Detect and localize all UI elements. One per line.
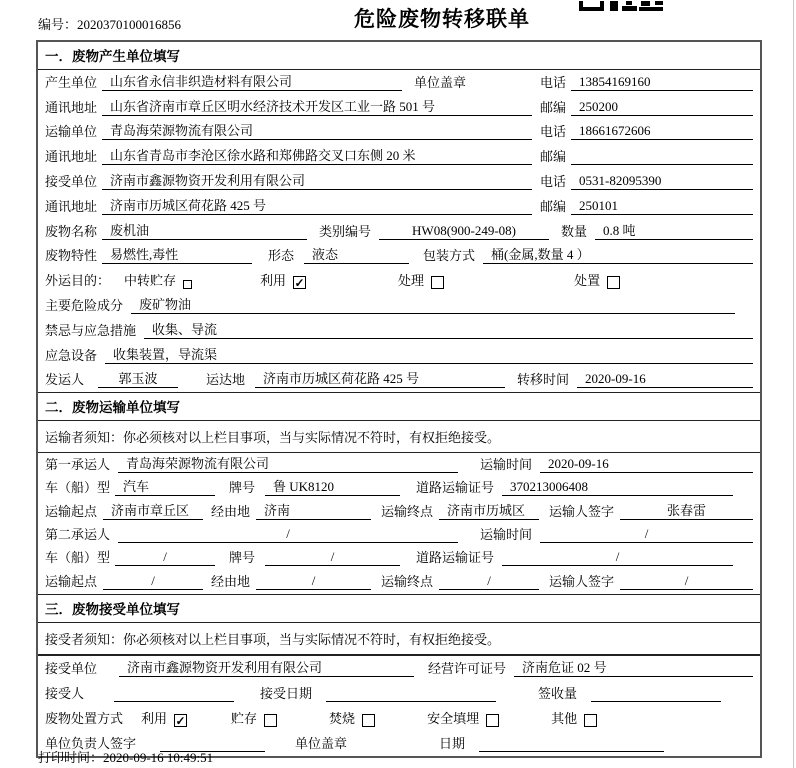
accept-date-value bbox=[326, 685, 496, 702]
carrier1-value: 青岛海荣源物流有限公司 bbox=[118, 455, 458, 473]
hazard-value: 废矿物油 bbox=[131, 296, 735, 314]
start1-label: 运输起点 bbox=[45, 503, 98, 519]
vehicle1-row bbox=[38, 477, 760, 500]
road2-value: / bbox=[502, 548, 733, 566]
receiver-value: 济南市鑫源物资开发利用有限公司 bbox=[102, 172, 532, 190]
category-value: HW08(900-249-08) bbox=[379, 222, 549, 240]
zip2-label: 邮编 bbox=[539, 149, 566, 165]
phone3-value: 0531-82095390 bbox=[571, 172, 753, 190]
doc-number-label: 编号： bbox=[38, 17, 78, 32]
producer-address-row bbox=[38, 95, 760, 120]
via2-label: 经由地 bbox=[211, 573, 251, 589]
page-title: 危险废物转移联单 bbox=[354, 7, 530, 31]
transporter-row bbox=[38, 120, 760, 145]
accept-date-label: 接受日期 bbox=[260, 685, 313, 701]
permit-value: 济南危证 02 号 bbox=[514, 659, 753, 677]
time1-label: 运输时间 bbox=[480, 456, 533, 472]
shipper-label: 发运人 bbox=[45, 372, 85, 388]
packing-value: 桶(金属,数量 4 ） bbox=[483, 246, 753, 264]
section3-body bbox=[38, 656, 760, 756]
transporter-label: 运输单位 bbox=[45, 124, 98, 140]
road1-value: 370213006408 bbox=[502, 478, 733, 496]
receiver-address-row bbox=[38, 194, 760, 219]
purpose-storage-checkbox[interactable] bbox=[183, 280, 192, 289]
via1-label: 经由地 bbox=[211, 503, 251, 519]
carrier2-value: / bbox=[118, 525, 458, 543]
print-time-value: 2020-09-16 10:49:51 bbox=[103, 750, 214, 765]
acceptor-row bbox=[38, 681, 760, 706]
via2-value: / bbox=[256, 572, 371, 590]
print-time-label: 打印时间： bbox=[38, 750, 104, 765]
purpose-option-use-label: 利用 bbox=[260, 273, 287, 289]
disposal-label: 废物处置方式 bbox=[45, 710, 124, 726]
start2-label: 运输起点 bbox=[45, 573, 98, 589]
road2-label: 道路运输证号 bbox=[416, 550, 495, 566]
disposal-row bbox=[38, 706, 760, 731]
qty-label: 数量 bbox=[561, 223, 588, 239]
permit-label: 经营许可证号 bbox=[428, 660, 507, 676]
plate2-value: / bbox=[265, 548, 400, 566]
plate1-label: 牌号 bbox=[229, 480, 256, 496]
transporter-notice: 运输者须知：你必须核对以上栏目事项，当与实际情况不符时，有权拒绝接受。 bbox=[38, 421, 760, 453]
accept-unit-label: 接受单位 bbox=[45, 660, 98, 676]
plate2-label: 牌号 bbox=[229, 550, 256, 566]
doc-number-value: 2020370100016856 bbox=[77, 17, 182, 32]
vehicle2-value: / bbox=[115, 548, 215, 566]
end1-value: 济南市历城区 bbox=[439, 502, 539, 520]
phone2-label: 电话 bbox=[539, 124, 566, 140]
category-label: 类别编号 bbox=[319, 223, 372, 239]
packing-label: 包装方式 bbox=[423, 248, 476, 264]
disposal-use-checkbox[interactable]: ✓ bbox=[175, 713, 186, 728]
zip1-value: 250200 bbox=[571, 98, 753, 116]
window-right-edge bbox=[793, 0, 794, 768]
equipment-label: 应急设备 bbox=[45, 347, 98, 363]
time2-value: / bbox=[540, 525, 753, 543]
equipment-value: 收集装置，导流渠 bbox=[105, 346, 753, 364]
shipper-row bbox=[38, 368, 760, 393]
qr-code-fragment bbox=[579, 0, 667, 11]
end2-value: / bbox=[439, 572, 539, 590]
carrier2-row bbox=[38, 524, 760, 547]
producer-value: 山东省永信非织造材料有限公司 bbox=[102, 73, 402, 91]
carrier2-label: 第二承运人 bbox=[45, 526, 111, 542]
address1-value: 山东省济南市章丘区明水经济技术开发区工业一路 501 号 bbox=[102, 98, 532, 116]
transfer-time-label: 转移时间 bbox=[517, 372, 570, 388]
receiver-notice: 接受者须知：你必须核对以上栏目事项，当与实际情况不符时，有权拒绝接受。 bbox=[38, 623, 760, 656]
address2-value: 山东省青岛市李沧区徐水路和郑佛路交叉口东侧 20 米 bbox=[102, 147, 532, 165]
taboo-value: 收集、导流 bbox=[144, 321, 753, 339]
time1-value: 2020-09-16 bbox=[540, 455, 753, 473]
purpose-option-storage-label: 中转贮存 bbox=[124, 273, 177, 289]
zip1-label: 邮编 bbox=[539, 99, 566, 115]
sign-date-value bbox=[479, 735, 664, 752]
manifest-form bbox=[36, 40, 762, 758]
waste-name-value: 废机油 bbox=[102, 222, 307, 240]
taboo-label: 禁忌与应急措施 bbox=[45, 322, 137, 338]
transfer-time-value: 2020-09-16 bbox=[577, 370, 753, 388]
purpose-use-checkbox[interactable]: ✓ bbox=[294, 276, 305, 291]
address3-label: 通讯地址 bbox=[45, 198, 98, 214]
time2-label: 运输时间 bbox=[480, 526, 533, 542]
disposal-use-label: 利用 bbox=[141, 710, 168, 726]
route2-row bbox=[38, 570, 760, 593]
phone3-label: 电话 bbox=[539, 173, 566, 189]
section1-body bbox=[38, 70, 760, 392]
phone2-value: 18661672606 bbox=[571, 122, 753, 140]
disposal-store-label: 贮存 bbox=[231, 710, 258, 726]
purpose-row bbox=[38, 268, 760, 293]
producer-label: 产生单位 bbox=[45, 74, 98, 90]
producer-row bbox=[38, 70, 760, 95]
carrier1-row bbox=[38, 453, 760, 476]
vehicle2-row bbox=[38, 547, 760, 570]
section2-header: 二．废物运输单位填写 bbox=[38, 392, 760, 421]
via1-value: 济南 bbox=[256, 502, 371, 520]
disposal-landfill-checkbox[interactable] bbox=[486, 714, 499, 727]
shipper-value: 郭玉波 bbox=[98, 370, 178, 388]
qty-value: 0.8 吨 bbox=[595, 222, 753, 240]
end2-label: 运输终点 bbox=[381, 573, 434, 589]
sig2-value: / bbox=[620, 572, 753, 590]
form-value: 液态 bbox=[304, 246, 409, 264]
sig2-label: 运输人签字 bbox=[549, 573, 615, 589]
disposal-other-label: 其他 bbox=[551, 710, 578, 726]
responsible-sign-label: 单位负责人签字 bbox=[45, 735, 137, 751]
waste-name-label: 废物名称 bbox=[45, 223, 98, 239]
form-label: 形态 bbox=[268, 248, 295, 264]
print-time bbox=[38, 747, 213, 766]
hazard-row bbox=[38, 293, 760, 318]
purpose-label: 外运目的： bbox=[45, 273, 111, 289]
address1-label: 通讯地址 bbox=[45, 99, 98, 115]
sign-qty-label: 签收量 bbox=[538, 685, 578, 701]
purpose-option-dispose-label: 处置 bbox=[574, 273, 601, 289]
transporter-value: 青岛海荣源物流有限公司 bbox=[102, 122, 532, 140]
transporter-address-row bbox=[38, 144, 760, 169]
sig1-label: 运输人签字 bbox=[549, 503, 615, 519]
zip3-value: 250101 bbox=[571, 197, 753, 215]
start1-value: 济南市章丘区 bbox=[103, 502, 203, 520]
seal-label: 单位盖章 bbox=[414, 74, 467, 90]
section2-body bbox=[38, 453, 760, 593]
receiver-label: 接受单位 bbox=[45, 173, 98, 189]
disposal-burn-checkbox[interactable] bbox=[362, 714, 375, 727]
section3-header: 三．废物接受单位填写 bbox=[38, 594, 760, 623]
address3-value: 济南市历城区荷花路 425 号 bbox=[102, 197, 532, 215]
acceptor-label: 接受人 bbox=[45, 685, 85, 701]
address2-label: 通讯地址 bbox=[45, 149, 98, 165]
destination-label: 运达地 bbox=[206, 372, 246, 388]
character-label: 废物特性 bbox=[45, 248, 98, 264]
purpose-treat-checkbox[interactable] bbox=[431, 276, 444, 289]
road1-label: 道路运输证号 bbox=[416, 480, 495, 496]
equipment-row bbox=[38, 343, 760, 368]
sign-qty-value bbox=[591, 685, 721, 702]
disposal-landfill-label: 安全填埋 bbox=[427, 710, 480, 726]
accept-unit-row bbox=[38, 656, 760, 681]
character-value: 易燃性,毒性 bbox=[102, 246, 252, 264]
phone1-value: 13854169160 bbox=[571, 73, 753, 91]
zip2-value bbox=[571, 148, 753, 165]
unit-seal-label: 单位盖章 bbox=[295, 735, 348, 751]
phone1-label: 电话 bbox=[539, 74, 566, 90]
end1-label: 运输终点 bbox=[381, 503, 434, 519]
vehicle2-label: 车（船）型 bbox=[45, 550, 111, 566]
document-header bbox=[0, 0, 796, 40]
acceptor-value bbox=[114, 685, 234, 702]
start2-value: / bbox=[103, 572, 203, 590]
sign-date-label: 日期 bbox=[439, 735, 466, 751]
taboo-row bbox=[38, 318, 760, 343]
sig1-value: 张春雷 bbox=[620, 502, 753, 520]
vehicle1-label: 车（船）型 bbox=[45, 480, 111, 496]
section1-header: 一．废物产生单位填写 bbox=[38, 42, 760, 70]
waste-character-row bbox=[38, 244, 760, 269]
zip3-label: 邮编 bbox=[539, 198, 566, 214]
vehicle1-value: 汽车 bbox=[115, 478, 215, 496]
destination-value: 济南市历城区荷花路 425 号 bbox=[255, 370, 505, 388]
disposal-other-checkbox[interactable] bbox=[584, 714, 597, 727]
disposal-store-checkbox[interactable] bbox=[264, 714, 277, 727]
waste-name-row bbox=[38, 219, 760, 244]
accept-unit-value: 济南市鑫源物资开发利用有限公司 bbox=[119, 659, 414, 677]
receiver-row bbox=[38, 169, 760, 194]
hazard-label: 主要危险成分 bbox=[45, 297, 124, 313]
route1-row bbox=[38, 500, 760, 523]
plate1-value: 鲁 UK8120 bbox=[265, 478, 400, 496]
carrier1-label: 第一承运人 bbox=[45, 456, 111, 472]
purpose-dispose-checkbox[interactable] bbox=[607, 276, 620, 289]
purpose-option-treat-label: 处理 bbox=[398, 273, 425, 289]
disposal-burn-label: 焚烧 bbox=[329, 710, 356, 726]
